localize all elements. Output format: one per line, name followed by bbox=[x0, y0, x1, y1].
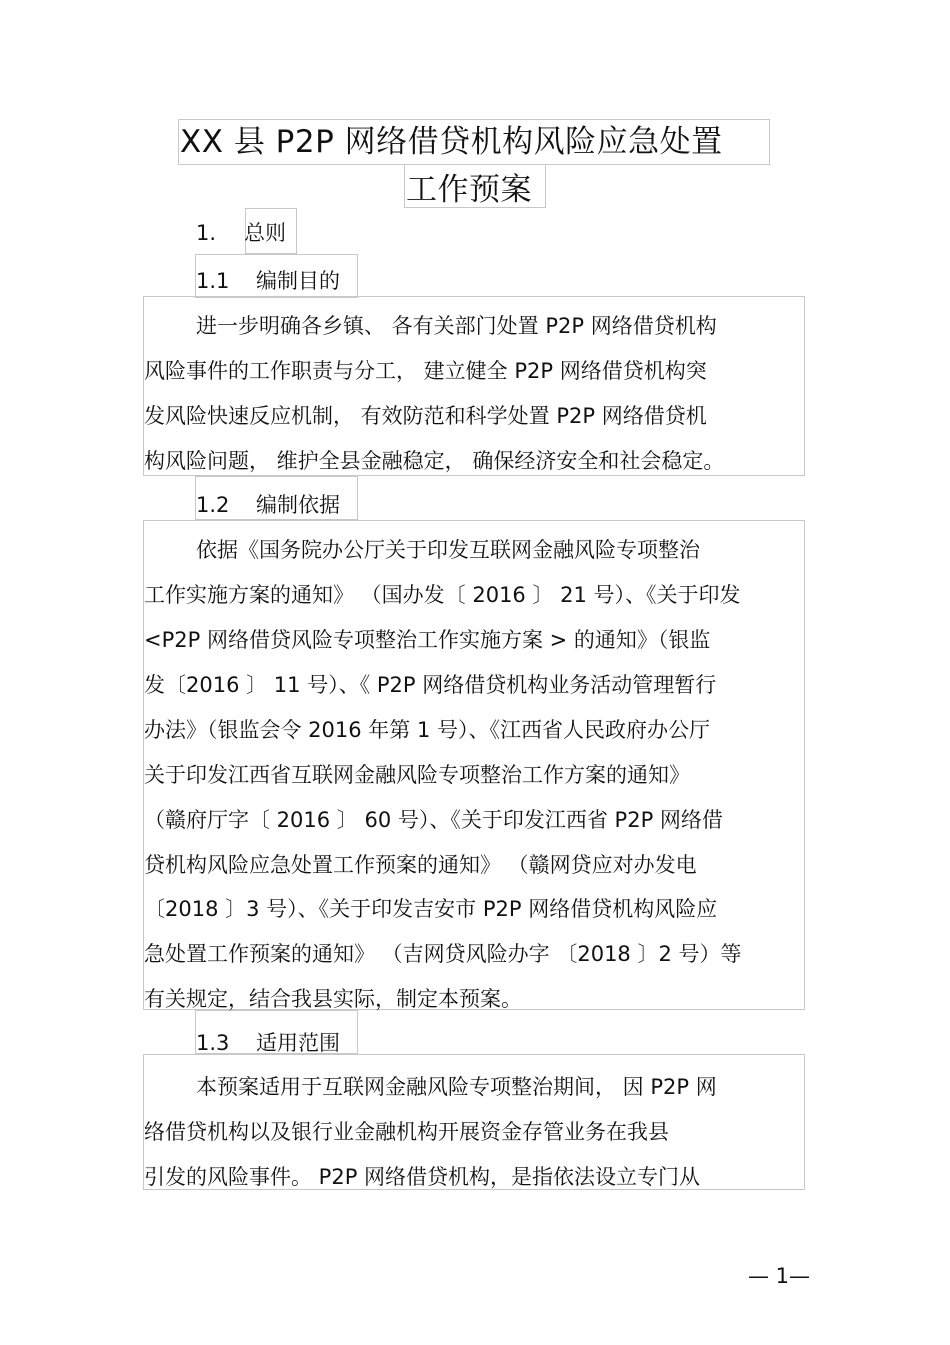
section-heading-1-2 bbox=[196, 490, 340, 520]
paragraph-line: <P2P 网络借贷风险专项整治工作实施方案 > 的通知》（银监 bbox=[144, 628, 711, 652]
section-number: 1.3 bbox=[196, 1031, 230, 1055]
paragraph-line: 本预案适用于互联网金融风险专项整治期间， 因 P2P 网 bbox=[196, 1075, 717, 1099]
section-label: 总则 bbox=[244, 221, 286, 245]
paragraph-line: 依据《国务院办公厅关于印发互联网金融风险专项整治 bbox=[196, 538, 700, 562]
paragraph-line: 贷机构风险应急处置工作预案的通知》 （赣网贷应对办发电 bbox=[144, 853, 697, 877]
section-number: 1. bbox=[196, 221, 217, 245]
document-title-line-1: XX 县 P2P 网络借贷机构风险应急处置 bbox=[180, 124, 723, 160]
page-number: — 1— bbox=[748, 1264, 811, 1288]
section-label: 编制目的 bbox=[256, 269, 340, 293]
paragraph-line: 构风险问题， 维护全县金融稳定， 确保经济安全和社会稳定。 bbox=[144, 449, 725, 473]
section-label: 适用范围 bbox=[256, 1031, 340, 1055]
paragraph-line: 〔2018 〕3 号）、《关于印发吉安市 P2P 网络借贷机构风险应 bbox=[144, 897, 718, 921]
paragraph-line: 有关规定，结合我县实际，制定本预案。 bbox=[144, 987, 522, 1011]
paragraph-line: 进一步明确各乡镇、 各有关部门处置 P2P 网络借贷机构 bbox=[196, 314, 717, 338]
section-heading-1 bbox=[196, 218, 286, 248]
section-number: 1.1 bbox=[196, 269, 230, 293]
section-heading-1-1 bbox=[196, 266, 340, 296]
paragraph-line: 发〔2016 〕 11 号）、《 P2P 网络借贷机构业务活动管理暂行 bbox=[144, 673, 717, 697]
paragraph-line: 急处置工作预案的通知》 （吉网贷风险办字 〔2018 〕2 号）等 bbox=[144, 942, 742, 966]
paragraph-line: 风险事件的工作职责与分工， 建立健全 P2P 网络借贷机构突 bbox=[144, 359, 707, 383]
paragraph-line: 工作实施方案的通知》 （国办发〔 2016 〕 21 号）、《关于印发 bbox=[144, 583, 741, 607]
paragraph-line: 引发的风险事件。 P2P 网络借贷机构，是指依法设立专门从 bbox=[144, 1165, 701, 1189]
section-number: 1.2 bbox=[196, 493, 230, 517]
document-title-line-2: 工作预案 bbox=[406, 172, 532, 208]
section-label: 编制依据 bbox=[256, 493, 340, 517]
section-heading-1-3 bbox=[196, 1028, 340, 1058]
paragraph-line: （赣府厅字〔 2016 〕 60 号）、《关于印发江西省 P2P 网络借 bbox=[144, 808, 723, 832]
paragraph-line: 办法》（银监会令 2016 年第 1 号）、《江西省人民政府办公厅 bbox=[144, 718, 711, 742]
paragraph-line: 络借贷机构以及银行业金融机构开展资金存管业务在我县 bbox=[144, 1120, 669, 1144]
paragraph-line: 关于印发江西省互联网金融风险专项整治工作方案的通知》 bbox=[144, 763, 690, 787]
paragraph-line: 发风险快速反应机制， 有效防范和科学处置 P2P 网络借贷机 bbox=[144, 404, 707, 428]
